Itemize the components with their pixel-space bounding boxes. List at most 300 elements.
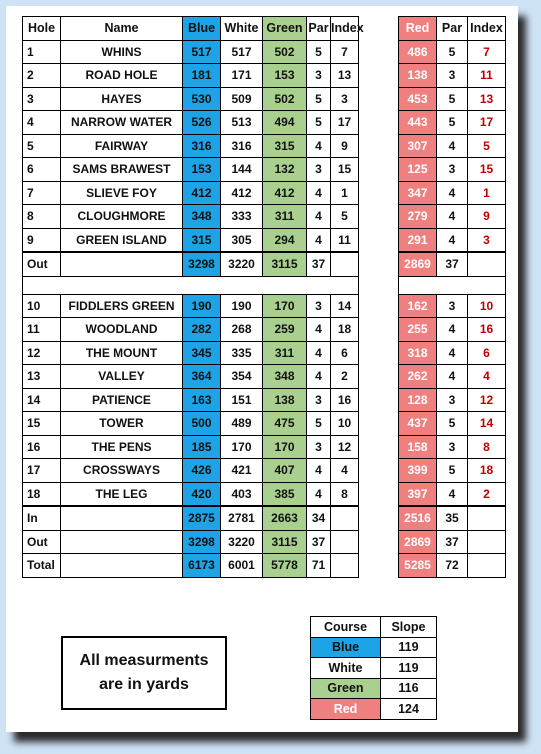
hole-par: 4 — [307, 318, 331, 342]
red-index: 1 — [468, 181, 506, 205]
green-yardage: 315 — [263, 134, 307, 158]
hole-row — [23, 435, 359, 459]
red-hole-row — [399, 435, 506, 459]
red-tee-table — [398, 16, 506, 578]
blue-yardage: 426 — [183, 459, 221, 483]
red-hole-row — [399, 64, 506, 88]
hole-index: 2 — [331, 365, 359, 389]
total-red: 2869 — [399, 252, 437, 276]
green-yardage: 294 — [263, 228, 307, 252]
green-yardage: 348 — [263, 365, 307, 389]
red-hole-row — [399, 482, 506, 506]
total-row — [23, 506, 359, 530]
hole-index: 13 — [331, 64, 359, 88]
red-par: 5 — [437, 459, 468, 483]
blue-yardage: 526 — [183, 111, 221, 135]
hole-name: WOODLAND — [61, 318, 183, 342]
green-yardage: 153 — [263, 64, 307, 88]
hole-par: 4 — [307, 341, 331, 365]
hole-par: 4 — [307, 459, 331, 483]
hole-index: 14 — [331, 294, 359, 318]
red-index: 10 — [468, 294, 506, 318]
hole-number: 13 — [23, 365, 61, 389]
red-total-row — [399, 506, 506, 530]
scorecard — [6, 6, 518, 732]
hole-number: 3 — [23, 87, 61, 111]
hole-index: 7 — [331, 40, 359, 64]
red-yardage: 397 — [399, 482, 437, 506]
total-red: 5285 — [399, 554, 437, 578]
red-hole-row — [399, 365, 506, 389]
slope-header-course: Course — [311, 617, 381, 638]
red-hole-row — [399, 158, 506, 182]
hole-name: HAYES — [61, 87, 183, 111]
hole-name: CLOUGHMORE — [61, 205, 183, 229]
slope-row-white — [311, 658, 437, 679]
hole-row — [23, 181, 359, 205]
red-index: 6 — [468, 341, 506, 365]
white-yardage: 412 — [221, 181, 263, 205]
hole-par: 4 — [307, 134, 331, 158]
blue-yardage: 420 — [183, 482, 221, 506]
red-hole-row — [399, 294, 506, 318]
slope-row-red — [311, 699, 437, 720]
total-red-index-empty — [468, 554, 506, 578]
hole-index: 4 — [331, 459, 359, 483]
slope-table — [310, 616, 437, 720]
hole-name: FAIRWAY — [61, 134, 183, 158]
hole-name: ROAD HOLE — [61, 64, 183, 88]
red-par: 4 — [437, 482, 468, 506]
total-blue: 2875 — [183, 506, 221, 530]
white-yardage: 316 — [221, 134, 263, 158]
white-yardage: 305 — [221, 228, 263, 252]
red-index: 5 — [468, 134, 506, 158]
red-index: 7 — [468, 40, 506, 64]
hole-par: 3 — [307, 435, 331, 459]
red-hole-row — [399, 388, 506, 412]
red-hole-row — [399, 412, 506, 436]
hole-index: 15 — [331, 158, 359, 182]
total-red: 2869 — [399, 530, 437, 554]
hole-name: FIDDLERS GREEN — [61, 294, 183, 318]
blue-yardage: 530 — [183, 87, 221, 111]
red-par: 4 — [437, 134, 468, 158]
hole-number: 11 — [23, 318, 61, 342]
green-yardage: 170 — [263, 294, 307, 318]
total-white: 3220 — [221, 252, 263, 276]
green-yardage: 132 — [263, 158, 307, 182]
white-yardage: 190 — [221, 294, 263, 318]
red-yardage: 307 — [399, 134, 437, 158]
header-row — [23, 17, 359, 41]
hole-index: 8 — [331, 482, 359, 506]
green-yardage: 170 — [263, 435, 307, 459]
green-yardage: 412 — [263, 181, 307, 205]
red-par: 3 — [437, 435, 468, 459]
red-par: 5 — [437, 87, 468, 111]
slope-value: 119 — [381, 637, 437, 658]
hole-row — [23, 318, 359, 342]
red-yardage: 399 — [399, 459, 437, 483]
blue-yardage: 315 — [183, 228, 221, 252]
total-white: 2781 — [221, 506, 263, 530]
header-red-par: Par — [437, 17, 468, 41]
hole-number: 8 — [23, 205, 61, 229]
red-par: 4 — [437, 205, 468, 229]
hole-index: 16 — [331, 388, 359, 412]
red-par: 4 — [437, 228, 468, 252]
total-par: 37 — [307, 530, 331, 554]
total-par: 34 — [307, 506, 331, 530]
red-par: 3 — [437, 64, 468, 88]
red-index: 8 — [468, 435, 506, 459]
total-green: 3115 — [263, 252, 307, 276]
blue-yardage: 412 — [183, 181, 221, 205]
red-par: 3 — [437, 388, 468, 412]
green-yardage: 311 — [263, 205, 307, 229]
note-line-2: are in yards — [99, 676, 189, 693]
red-par: 4 — [437, 365, 468, 389]
slope-value: 116 — [381, 678, 437, 699]
red-index: 12 — [468, 388, 506, 412]
hole-row — [23, 64, 359, 88]
total-row — [23, 252, 359, 276]
total-row — [23, 554, 359, 578]
hole-par: 3 — [307, 388, 331, 412]
hole-row — [23, 459, 359, 483]
hole-index: 6 — [331, 341, 359, 365]
hole-row — [23, 158, 359, 182]
total-name-empty — [61, 530, 183, 554]
red-yardage: 291 — [399, 228, 437, 252]
hole-name: GREEN ISLAND — [61, 228, 183, 252]
red-yardage: 486 — [399, 40, 437, 64]
white-yardage: 489 — [221, 412, 263, 436]
hole-row — [23, 228, 359, 252]
blue-yardage: 517 — [183, 40, 221, 64]
main-scorecard-table — [22, 16, 364, 578]
red-index: 2 — [468, 482, 506, 506]
hole-name: TOWER — [61, 412, 183, 436]
red-par: 5 — [437, 40, 468, 64]
red-total-row — [399, 252, 506, 276]
slope-row-green — [311, 678, 437, 699]
white-yardage: 509 — [221, 87, 263, 111]
total-label: Out — [23, 252, 61, 276]
hole-par: 3 — [307, 64, 331, 88]
red-yardage: 255 — [399, 318, 437, 342]
total-blue: 3298 — [183, 530, 221, 554]
total-blue: 6173 — [183, 554, 221, 578]
red-yardage: 318 — [399, 341, 437, 365]
hole-index: 10 — [331, 412, 359, 436]
slope-course: Blue — [311, 637, 381, 658]
slope-course: Green — [311, 678, 381, 699]
hole-index: 12 — [331, 435, 359, 459]
green-yardage: 259 — [263, 318, 307, 342]
hole-name: NARROW WATER — [61, 111, 183, 135]
header-index: Index — [331, 17, 359, 41]
red-index: 14 — [468, 412, 506, 436]
slope-course: Red — [311, 699, 381, 720]
red-index: 3 — [468, 228, 506, 252]
red-yardage: 279 — [399, 205, 437, 229]
hole-name: VALLEY — [61, 365, 183, 389]
red-yardage: 453 — [399, 87, 437, 111]
blue-yardage: 190 — [183, 294, 221, 318]
blue-yardage: 181 — [183, 64, 221, 88]
hole-par: 5 — [307, 40, 331, 64]
hole-par: 3 — [307, 294, 331, 318]
hole-name: PATIENCE — [61, 388, 183, 412]
red-hole-row — [399, 134, 506, 158]
blue-yardage: 185 — [183, 435, 221, 459]
hole-number: 4 — [23, 111, 61, 135]
red-hole-row — [399, 228, 506, 252]
white-yardage: 335 — [221, 341, 263, 365]
green-yardage: 502 — [263, 40, 307, 64]
hole-number: 5 — [23, 134, 61, 158]
red-yardage: 162 — [399, 294, 437, 318]
spacer-row — [23, 276, 359, 294]
total-par: 71 — [307, 554, 331, 578]
total-green: 3115 — [263, 530, 307, 554]
total-red: 2516 — [399, 506, 437, 530]
blue-yardage: 153 — [183, 158, 221, 182]
hole-row — [23, 412, 359, 436]
blue-yardage: 316 — [183, 134, 221, 158]
total-red-par: 72 — [437, 554, 468, 578]
red-par: 4 — [437, 341, 468, 365]
red-hole-row — [399, 40, 506, 64]
total-white: 6001 — [221, 554, 263, 578]
total-label: Out — [23, 530, 61, 554]
hole-number: 18 — [23, 482, 61, 506]
green-yardage: 502 — [263, 87, 307, 111]
slope-header-row — [311, 617, 437, 638]
header-par: Par — [307, 17, 331, 41]
green-yardage: 494 — [263, 111, 307, 135]
header-hole: Hole — [23, 17, 61, 41]
spacer-cell — [399, 276, 506, 294]
red-header-row — [399, 17, 506, 41]
blue-yardage: 364 — [183, 365, 221, 389]
red-hole-row — [399, 459, 506, 483]
total-label: In — [23, 506, 61, 530]
hole-number: 2 — [23, 64, 61, 88]
white-yardage: 354 — [221, 365, 263, 389]
green-yardage: 385 — [263, 482, 307, 506]
white-yardage: 151 — [221, 388, 263, 412]
hole-par: 3 — [307, 158, 331, 182]
hole-par: 4 — [307, 482, 331, 506]
hole-row — [23, 482, 359, 506]
hole-par: 4 — [307, 365, 331, 389]
hole-number: 12 — [23, 341, 61, 365]
red-yardage: 158 — [399, 435, 437, 459]
red-total-row — [399, 530, 506, 554]
white-yardage: 403 — [221, 482, 263, 506]
hole-row — [23, 205, 359, 229]
white-yardage: 333 — [221, 205, 263, 229]
red-yardage: 443 — [399, 111, 437, 135]
white-yardage: 517 — [221, 40, 263, 64]
red-index: 4 — [468, 365, 506, 389]
hole-index: 1 — [331, 181, 359, 205]
total-label: Total — [23, 554, 61, 578]
red-index: 13 — [468, 87, 506, 111]
hole-row — [23, 365, 359, 389]
slope-row-blue — [311, 637, 437, 658]
hole-par: 4 — [307, 205, 331, 229]
hole-number: 14 — [23, 388, 61, 412]
hole-name: WHINS — [61, 40, 183, 64]
header-name: Name — [61, 17, 183, 41]
red-yardage: 125 — [399, 158, 437, 182]
hole-index: 9 — [331, 134, 359, 158]
total-par: 37 — [307, 252, 331, 276]
hole-number: 1 — [23, 40, 61, 64]
hole-par: 4 — [307, 181, 331, 205]
hole-row — [23, 87, 359, 111]
slope-header-slope: Slope — [381, 617, 437, 638]
white-yardage: 268 — [221, 318, 263, 342]
slope-course: White — [311, 658, 381, 679]
green-yardage: 475 — [263, 412, 307, 436]
white-yardage: 513 — [221, 111, 263, 135]
blue-yardage: 163 — [183, 388, 221, 412]
hole-number: 10 — [23, 294, 61, 318]
header-white: White — [221, 17, 263, 41]
slope-value: 124 — [381, 699, 437, 720]
hole-number: 17 — [23, 459, 61, 483]
spacer-cell — [23, 276, 359, 294]
red-hole-row — [399, 87, 506, 111]
red-index: 18 — [468, 459, 506, 483]
hole-name: SAMS BRAWEST — [61, 158, 183, 182]
red-par: 3 — [437, 158, 468, 182]
red-yardage: 262 — [399, 365, 437, 389]
total-red-par: 35 — [437, 506, 468, 530]
measurement-note — [61, 636, 227, 710]
red-yardage: 128 — [399, 388, 437, 412]
blue-yardage: 500 — [183, 412, 221, 436]
white-yardage: 144 — [221, 158, 263, 182]
red-hole-row — [399, 341, 506, 365]
red-hole-row — [399, 181, 506, 205]
total-white: 3220 — [221, 530, 263, 554]
hole-index: 5 — [331, 205, 359, 229]
hole-row — [23, 111, 359, 135]
total-name-empty — [61, 554, 183, 578]
white-yardage: 171 — [221, 64, 263, 88]
total-name-empty — [61, 252, 183, 276]
red-yardage: 347 — [399, 181, 437, 205]
blue-yardage: 345 — [183, 341, 221, 365]
hole-number: 6 — [23, 158, 61, 182]
header-blue: Blue — [183, 17, 221, 41]
blue-yardage: 282 — [183, 318, 221, 342]
red-hole-row — [399, 318, 506, 342]
hole-number: 9 — [23, 228, 61, 252]
red-yardage: 437 — [399, 412, 437, 436]
total-red-index-empty — [468, 252, 506, 276]
hole-par: 4 — [307, 228, 331, 252]
hole-index: 17 — [331, 111, 359, 135]
hole-row — [23, 294, 359, 318]
red-par: 4 — [437, 181, 468, 205]
header-red-index: Index — [468, 17, 506, 41]
green-yardage: 138 — [263, 388, 307, 412]
hole-number: 16 — [23, 435, 61, 459]
red-hole-row — [399, 111, 506, 135]
total-index-empty — [331, 554, 359, 578]
hole-row — [23, 388, 359, 412]
hole-par: 5 — [307, 87, 331, 111]
hole-row — [23, 341, 359, 365]
hole-index: 18 — [331, 318, 359, 342]
red-yardage: 138 — [399, 64, 437, 88]
total-index-empty — [331, 252, 359, 276]
total-red-par: 37 — [437, 252, 468, 276]
white-yardage: 170 — [221, 435, 263, 459]
red-index: 11 — [468, 64, 506, 88]
note-line-1: All measurments — [79, 652, 209, 669]
hole-row — [23, 40, 359, 64]
blue-yardage: 348 — [183, 205, 221, 229]
total-index-empty — [331, 530, 359, 554]
red-par: 3 — [437, 294, 468, 318]
total-blue: 3298 — [183, 252, 221, 276]
hole-name: THE LEG — [61, 482, 183, 506]
hole-par: 5 — [307, 111, 331, 135]
white-yardage: 421 — [221, 459, 263, 483]
hole-name: CROSSWAYS — [61, 459, 183, 483]
hole-name: SLIEVE FOY — [61, 181, 183, 205]
hole-name: THE PENS — [61, 435, 183, 459]
total-red-index-empty — [468, 506, 506, 530]
total-name-empty — [61, 506, 183, 530]
total-green: 5778 — [263, 554, 307, 578]
header-red: Red — [399, 17, 437, 41]
red-spacer-row — [399, 276, 506, 294]
red-par: 5 — [437, 412, 468, 436]
total-green: 2663 — [263, 506, 307, 530]
total-red-par: 37 — [437, 530, 468, 554]
red-hole-row — [399, 205, 506, 229]
hole-name: THE MOUNT — [61, 341, 183, 365]
red-par: 5 — [437, 111, 468, 135]
total-index-empty — [331, 506, 359, 530]
green-yardage: 311 — [263, 341, 307, 365]
red-index: 9 — [468, 205, 506, 229]
red-par: 4 — [437, 318, 468, 342]
green-yardage: 407 — [263, 459, 307, 483]
red-index: 17 — [468, 111, 506, 135]
hole-index: 11 — [331, 228, 359, 252]
hole-number: 7 — [23, 181, 61, 205]
slope-value: 119 — [381, 658, 437, 679]
total-row — [23, 530, 359, 554]
header-green: Green — [263, 17, 307, 41]
hole-row — [23, 134, 359, 158]
hole-index: 3 — [331, 87, 359, 111]
red-total-row — [399, 554, 506, 578]
hole-par: 5 — [307, 412, 331, 436]
total-red-index-empty — [468, 530, 506, 554]
hole-number: 15 — [23, 412, 61, 436]
